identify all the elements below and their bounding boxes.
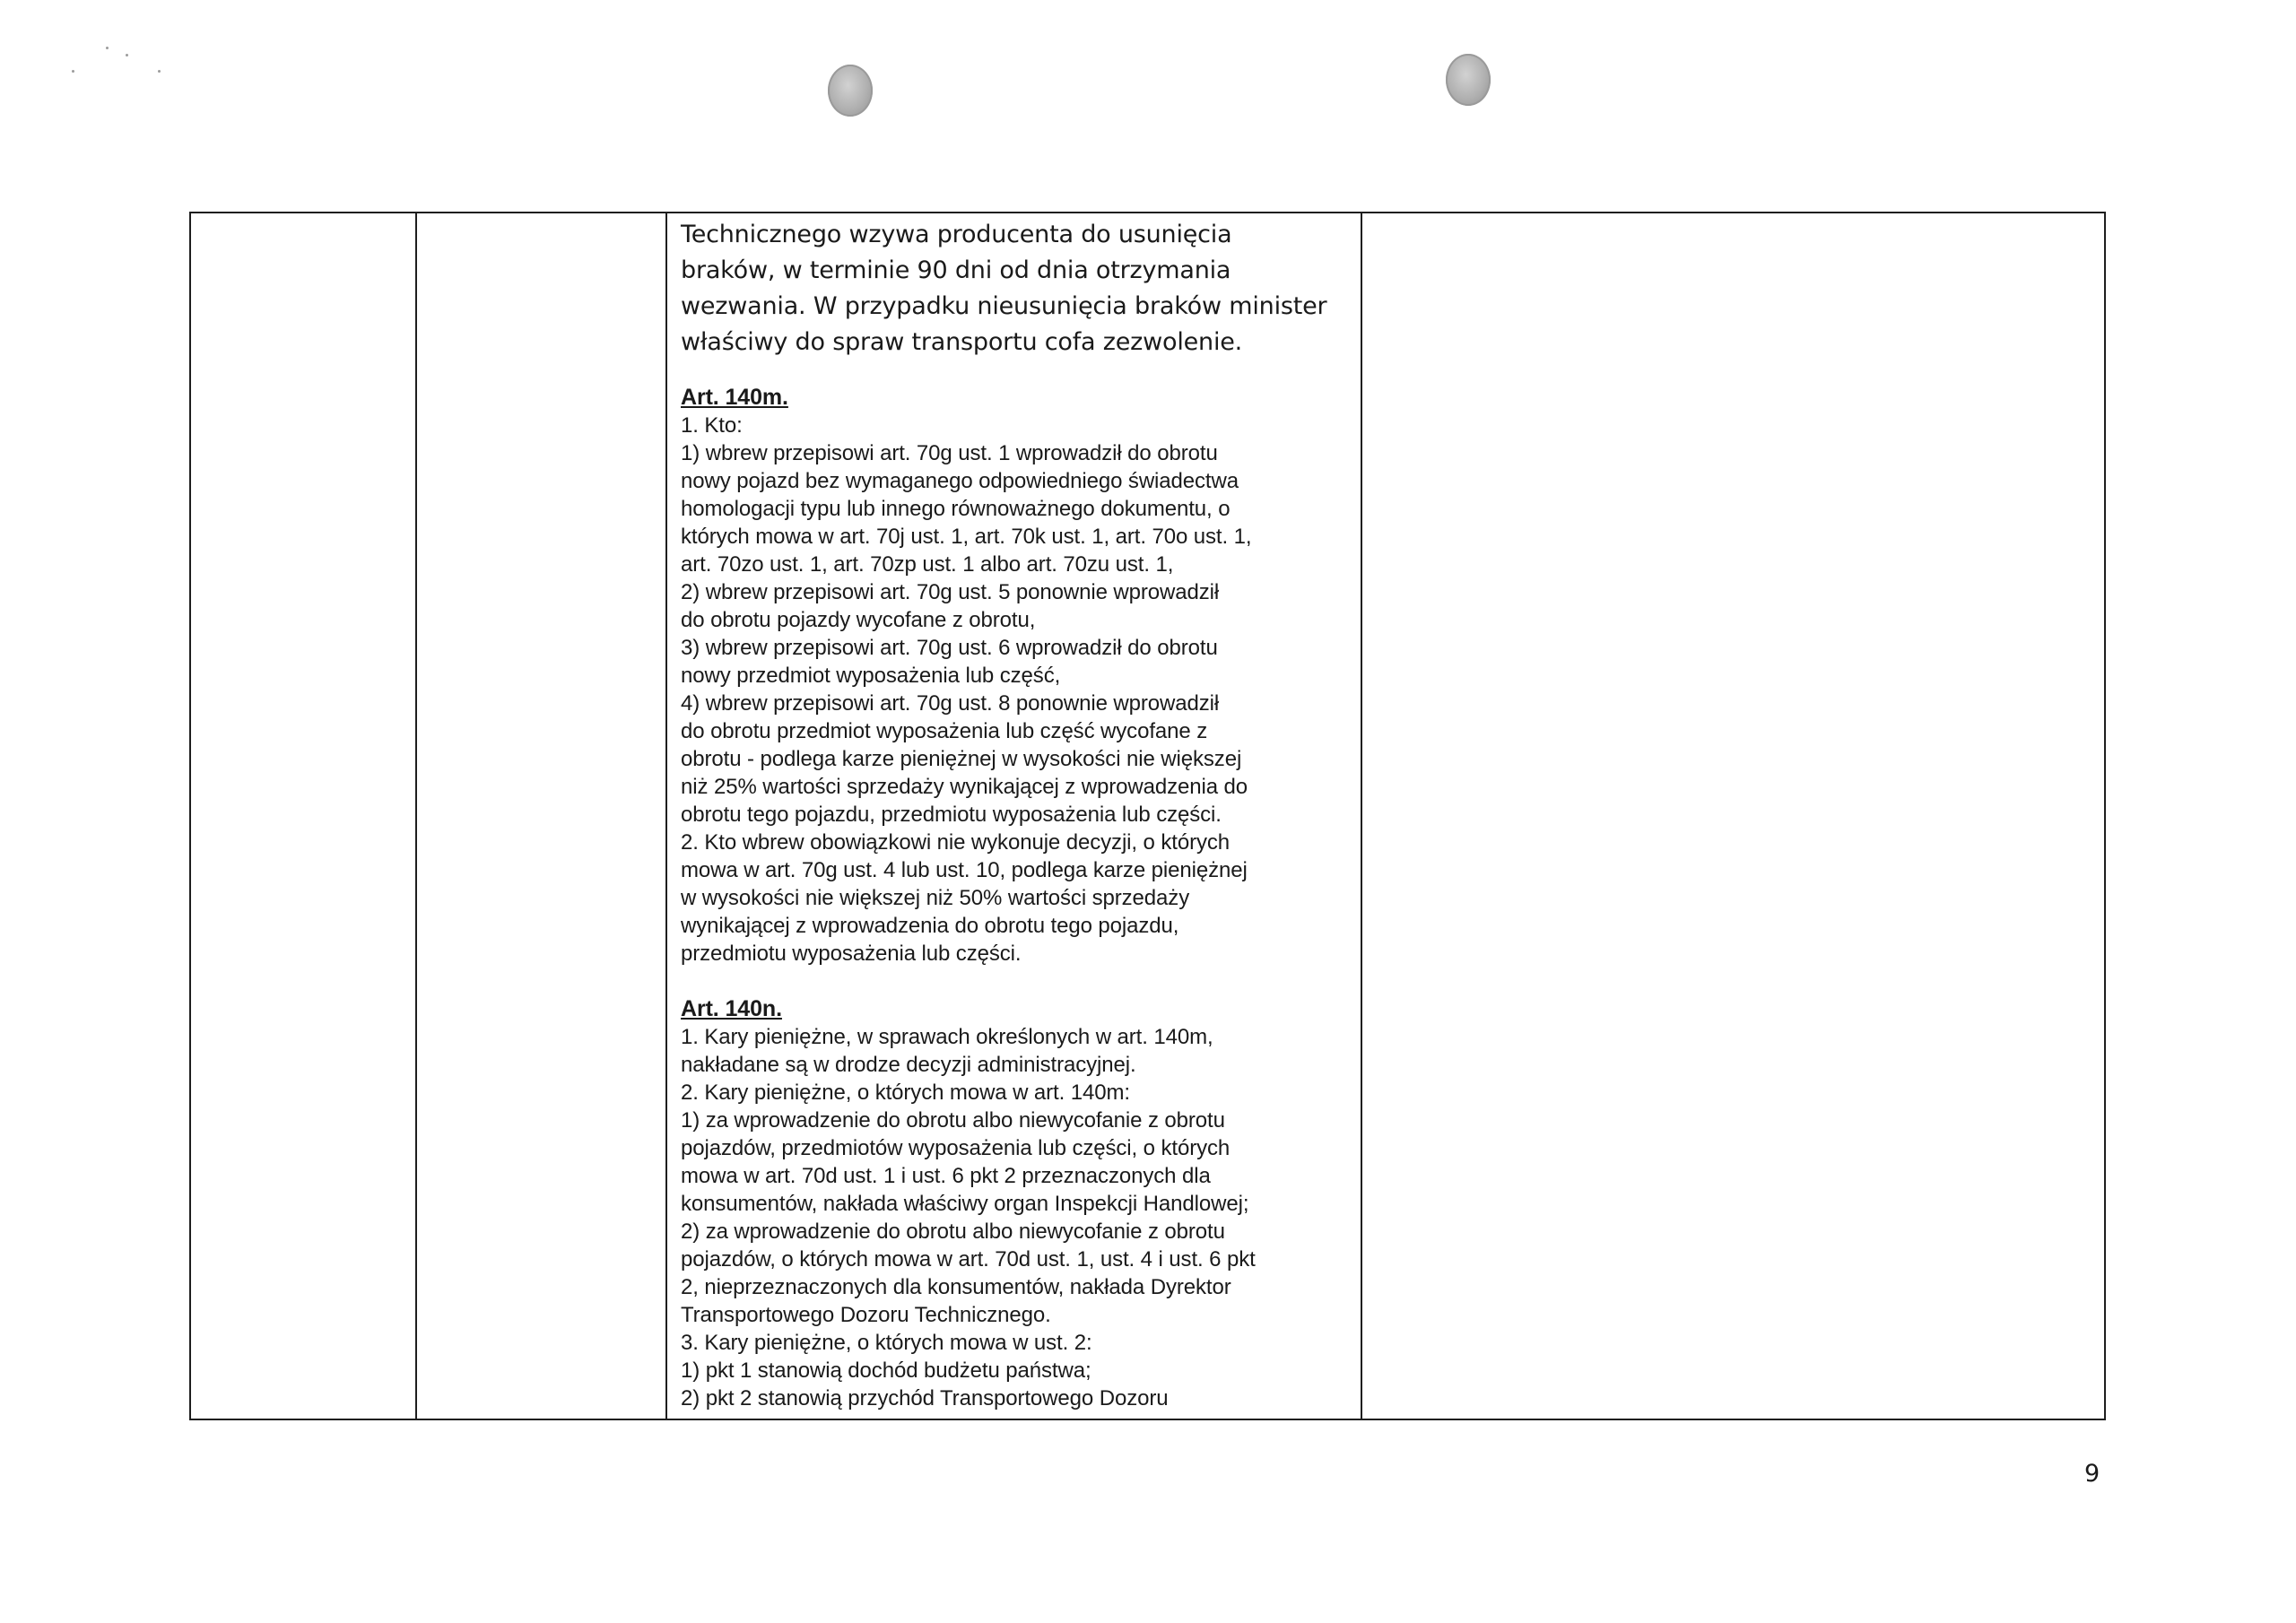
article-line: nowy pojazd bez wymaganego odpowiedniego świadectwa xyxy=(681,469,1239,493)
article-line: 1) pkt 1 stanowią dochód budżetu państwa; xyxy=(681,1358,1091,1383)
article-line: 2, nieprzeznaczonych dla konsumentów, nakłada Dyrektor xyxy=(681,1275,1231,1299)
article-line: art. 70zo ust. 1, art. 70zp ust. 1 albo art. 70zu ust. 1, xyxy=(681,552,1174,577)
article-140m xyxy=(681,384,1352,968)
article-line: do obrotu pojazdy wycofane z obrotu, xyxy=(681,608,1036,632)
table-cell-empty-4 xyxy=(1361,213,2105,1419)
article-line: 2. Kto wbrew obowiązkowi nie wykonuje decyzji, o których xyxy=(681,830,1231,855)
intro-line: Technicznego wzywa producenta do usunięcia xyxy=(681,221,1232,248)
article-line: homologacji typu lub innego równoważnego dokumentu, o xyxy=(681,497,1231,521)
table-row xyxy=(190,213,2105,1419)
article-line: obrotu tego pojazdu, przedmiotu wyposażenia lub części. xyxy=(681,803,1222,827)
page-number: 9 xyxy=(2084,1460,2100,1488)
punch-hole-left-icon xyxy=(828,65,873,117)
table-cell-empty-2 xyxy=(416,213,666,1419)
article-line: 3) wbrew przepisowi art. 70g ust. 6 wprowadził do obrotu xyxy=(681,636,1218,660)
article-line: 1. Kto: xyxy=(681,413,743,438)
scan-speck xyxy=(106,47,109,49)
article-line: mowa w art. 70g ust. 4 lub ust. 10, podlega karze pieniężnej xyxy=(681,858,1248,882)
punch-hole-right-icon xyxy=(1446,54,1491,106)
article-line: 2) wbrew przepisowi art. 70g ust. 5 ponownie wprowadził xyxy=(681,580,1220,604)
article-heading: Art. 140n. xyxy=(681,996,782,1021)
document-table xyxy=(189,212,2106,1420)
article-line: pojazdów, o których mowa w art. 70d ust. 1, ust. 4 i ust. 6 pkt xyxy=(681,1247,1256,1271)
article-line: 1) wbrew przepisowi art. 70g ust. 1 wprowadził do obrotu xyxy=(681,441,1218,465)
article-line: mowa w art. 70d ust. 1 i ust. 6 pkt 2 przeznaczonych dla xyxy=(681,1164,1211,1188)
article-line: nakładane są w drodze decyzji administracyjnej. xyxy=(681,1053,1136,1077)
article-line: 1. Kary pieniężne, w sprawach określonych w art. 140m, xyxy=(681,1025,1213,1049)
article-line: przedmiotu wyposażenia lub części. xyxy=(681,942,1022,966)
article-line: obrotu - podlega karze pieniężnej w wysokości nie większej xyxy=(681,747,1242,771)
article-line: 3. Kary pieniężne, o których mowa w ust. 2: xyxy=(681,1331,1092,1355)
article-line: 2. Kary pieniężne, o których mowa w art. 140m: xyxy=(681,1081,1130,1105)
article-line: niż 25% wartości sprzedaży wynikającej z wprowadzenia do xyxy=(681,775,1248,799)
article-line: Transportowego Dozoru Technicznego. xyxy=(681,1303,1051,1327)
scan-speck xyxy=(126,54,128,56)
article-line: 2) pkt 2 stanowią przychód Transportowego Dozoru xyxy=(681,1386,1169,1410)
table-cell-provisions xyxy=(666,213,1361,1419)
article-line: w wysokości nie większej niż 50% wartości sprzedaży xyxy=(681,886,1190,910)
article-line: nowy przedmiot wyposażenia lub część, xyxy=(681,664,1061,688)
article-line: których mowa w art. 70j ust. 1, art. 70k ust. 1, art. 70o ust. 1, xyxy=(681,525,1252,549)
article-line: 2) za wprowadzenie do obrotu albo niewycofanie z obrotu xyxy=(681,1219,1225,1244)
scan-speck xyxy=(158,70,161,73)
intro-paragraph xyxy=(681,217,1352,360)
article-line: do obrotu przedmiot wyposażenia lub część wycofane z xyxy=(681,719,1208,743)
article-line: 4) wbrew przepisowi art. 70g ust. 8 ponownie wprowadził xyxy=(681,691,1220,716)
scan-speck xyxy=(72,70,74,73)
article-line: pojazdów, przedmiotów wyposażenia lub części, o których xyxy=(681,1136,1231,1160)
intro-line: wezwania. W przypadku nieusunięcia braków minister xyxy=(681,292,1327,320)
intro-line: właściwy do spraw transportu cofa zezwolenie. xyxy=(681,328,1243,356)
intro-line: braków, w terminie 90 dni od dnia otrzymania xyxy=(681,256,1231,284)
article-line: konsumentów, nakłada właściwy organ Inspekcji Handlowej; xyxy=(681,1192,1249,1216)
article-heading: Art. 140m. xyxy=(681,385,788,410)
article-line: wynikającej z wprowadzenia do obrotu tego pojazdu, xyxy=(681,914,1179,938)
article-line: 1) za wprowadzenie do obrotu albo niewycofanie z obrotu xyxy=(681,1108,1225,1133)
article-140n xyxy=(681,995,1352,1412)
table-cell-empty-1 xyxy=(190,213,416,1419)
